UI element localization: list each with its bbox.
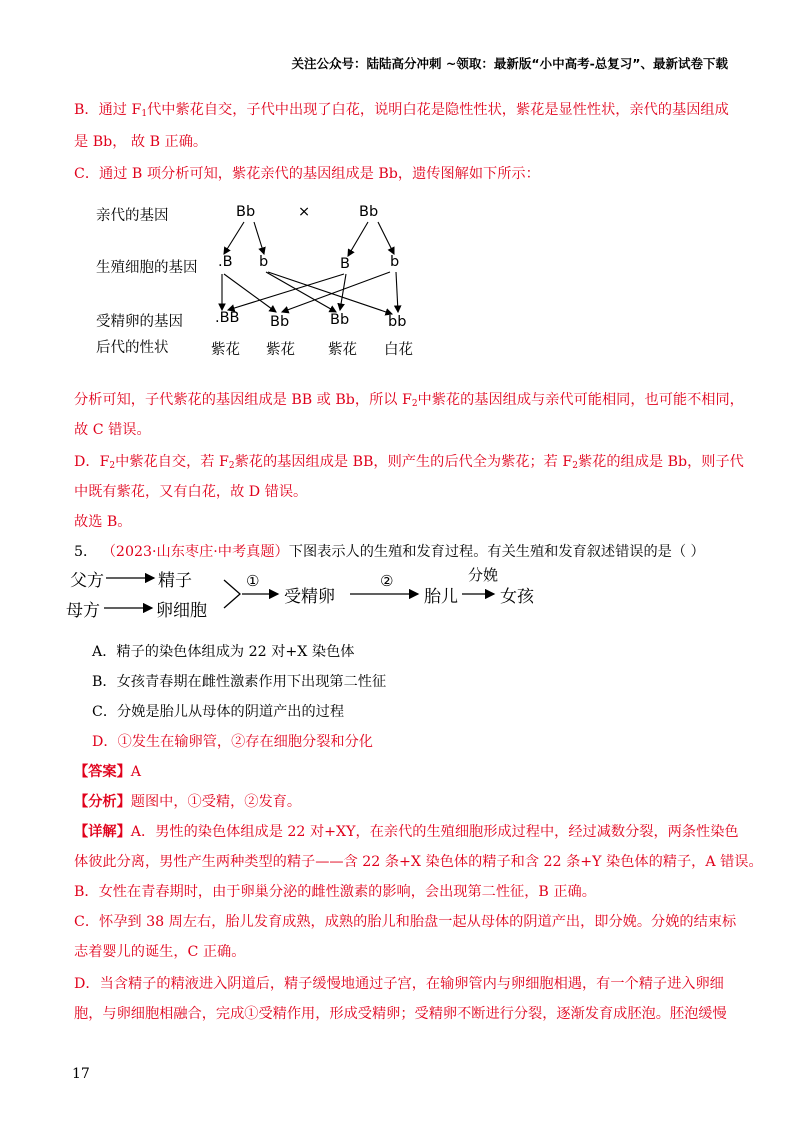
option-b: B．女孩青春期在雌性激素作用下出现第二性征 bbox=[92, 674, 387, 690]
reproduction-flow-diagram bbox=[66, 564, 566, 624]
flow-sperm: 精子 bbox=[158, 571, 192, 591]
flow-girl: 女孩 bbox=[500, 587, 534, 607]
flow-egg: 卵细胞 bbox=[156, 601, 207, 621]
parent1-genotype: Bb bbox=[236, 204, 256, 220]
analysis-line: 【分析】题图中，①受精，②发育。 bbox=[74, 794, 302, 810]
trait-2: 紫花 bbox=[266, 342, 295, 358]
zygote-4: bb bbox=[388, 314, 407, 330]
option-d-line1: D．$F_2$中紫花自交，若 $F_2$紫花的基因组成是 BB，则产生的后代全为紫花；若 $F_2$紫花的组成是 Bb，则子代 bbox=[74, 454, 744, 471]
cross-lines bbox=[96, 196, 426, 366]
detail-c-line2: 志着婴儿的诞生，C 正确。 bbox=[74, 944, 246, 960]
answer-line: 【答案】A bbox=[74, 764, 142, 780]
label-parents: 亲代的基因 bbox=[96, 208, 169, 224]
option-d-line2: 中既有紫花，又有白花，故 D 错误。 bbox=[74, 484, 308, 500]
trait-3: 紫花 bbox=[328, 342, 357, 358]
option-b-line1: B．通过 $F_1$代中紫花自交，子代中出现了白花，说明白花是隐性性状，紫花是显性性状，亲代的基因组成 bbox=[74, 102, 729, 119]
question-5-stem: 5． （2023·山东枣庄·中考真题）下图表示人的生殖和发育过程。有关生殖和发育叙述错误的是（ ） bbox=[74, 544, 705, 560]
flow-birth: 分娩 bbox=[468, 566, 499, 584]
gamete-1: .B bbox=[218, 254, 233, 270]
final-choice: 故选 B。 bbox=[74, 514, 132, 530]
gamete-4: b bbox=[390, 254, 400, 270]
label-zygote: 受精卵的基因 bbox=[96, 314, 183, 330]
detail-b: B．女性在青春期时，由于卵巢分泌的雌性激素的影响，会出现第二性征，B 正确。 bbox=[74, 884, 596, 900]
analysis-line2: 故 C 错误。 bbox=[74, 422, 151, 438]
trait-1: 紫花 bbox=[211, 342, 240, 358]
option-b-line2: 是 Bb， 故 B 正确。 bbox=[74, 134, 208, 150]
flow-arrows bbox=[66, 564, 566, 624]
page-number: 17 bbox=[72, 1066, 90, 1082]
trait-4: 白花 bbox=[384, 342, 413, 358]
detail-a-line2: 体彼此分离，男性产生两种类型的精子——含 22 条+X 染色体的精子和含 22 条+Y 染色体的精子，A 错误。 bbox=[74, 854, 763, 870]
genetics-diagram bbox=[96, 196, 426, 366]
zygote-1: .BB bbox=[215, 310, 240, 326]
zygote-2: Bb bbox=[270, 314, 290, 330]
label-gametes: 生殖细胞的基因 bbox=[96, 260, 198, 276]
detail-d-line2: 胞，与卵细胞相融合，完成①受精作用，形成受精卵；受精卵不断进行分裂，逐渐发育成胚泡。胚泡缓慢 bbox=[74, 1006, 727, 1022]
detail-c-line1: C．怀孕到 38 周左右，胎儿发育成熟，成熟的胎儿和胎盘一起从母体的阴道产出，即分娩。分娩的结束标 bbox=[74, 914, 737, 930]
flow-fetus: 胎儿 bbox=[424, 587, 458, 607]
gamete-3: B bbox=[340, 256, 350, 272]
gamete-2: b bbox=[259, 254, 269, 270]
analysis-line1: 分析可知，子代紫花的基因组成是 BB 或 Bb，所以 $F_2$中紫花的基因组成与亲代可能相同，也可能不相同， bbox=[74, 392, 744, 409]
detail-a-line1: 【详解】A．男性的染色体组成是 22 对+XY，在亲代的生殖细胞形成过程中，经过减数分裂，两条性染色 bbox=[74, 824, 739, 840]
flow-father: 父方 bbox=[70, 571, 104, 591]
option-a: A．精子的染色体组成为 22 对+X 染色体 bbox=[92, 644, 355, 660]
flow-step1: ① bbox=[246, 572, 260, 590]
zygote-3: Bb bbox=[330, 312, 350, 328]
parent2-genotype: Bb bbox=[359, 204, 379, 220]
option-d: D．①发生在输卵管，②存在细胞分裂和分化 bbox=[92, 734, 373, 750]
option-c: C．分娩是胎儿从母体的阴道产出的过程 bbox=[92, 704, 345, 720]
flow-zygote: 受精卵 bbox=[284, 587, 335, 607]
flow-step2: ② bbox=[380, 572, 394, 590]
cross-symbol: × bbox=[298, 204, 311, 220]
page-header: 关注公众号：陆陆高分冲刺 ~领取：最新版“小中高考-总复习”、最新试卷下载 bbox=[291, 56, 728, 71]
option-c-line1: C．通过 B 项分析可知，紫花亲代的基因组成是 Bb，遗传图解如下所示： bbox=[74, 166, 540, 182]
flow-mother: 母方 bbox=[66, 601, 100, 621]
detail-d-line1: D．当含精子的精液进入阴道后，精子缓慢地通过子宫，在输卵管内与卵细胞相遇，有一个精子进入卵细 bbox=[74, 976, 724, 992]
label-offspring: 后代的性状 bbox=[96, 340, 169, 356]
